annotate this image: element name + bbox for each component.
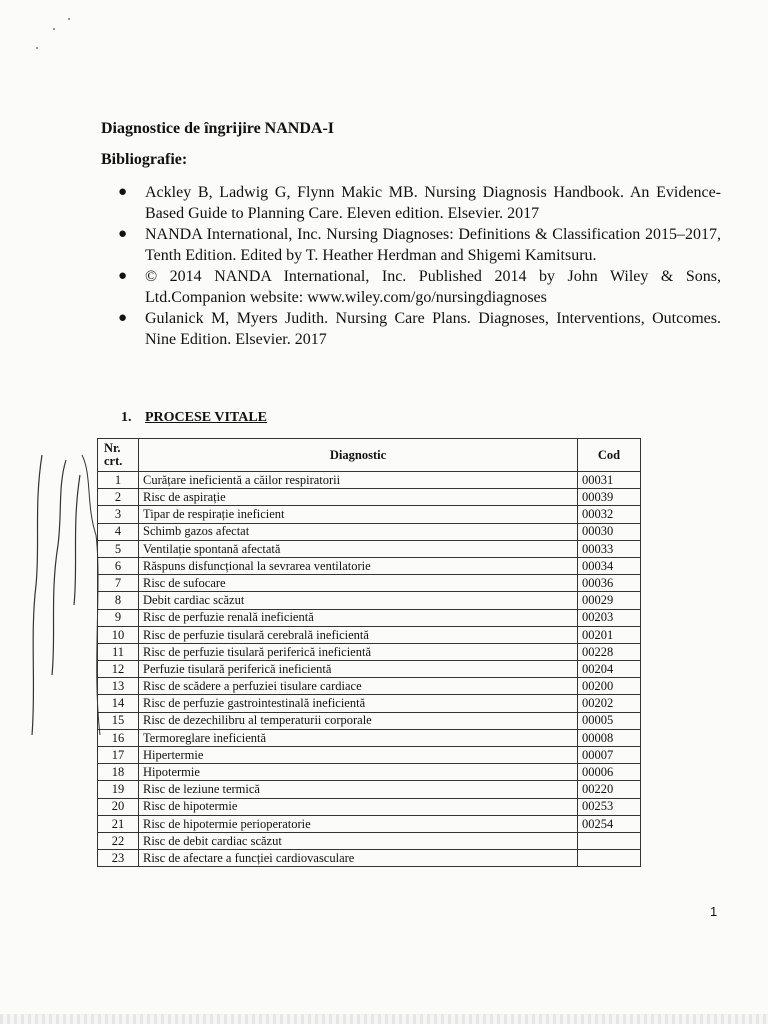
row-number-cell: 7	[98, 575, 139, 592]
table-header-row	[98, 439, 641, 472]
diagnostic-cell: Termoreglare ineficientă	[139, 729, 578, 746]
nr-header-line2: crt.	[104, 454, 123, 468]
table-row	[98, 712, 641, 729]
code-cell: 00032	[578, 506, 641, 523]
row-number-cell: 22	[98, 832, 139, 849]
table-row	[98, 695, 641, 712]
row-number-cell: 15	[98, 712, 139, 729]
diagnostic-cell: Risc de hipotermie perioperatorie	[139, 815, 578, 832]
table-row	[98, 747, 641, 764]
bibliography-item	[101, 266, 721, 308]
diagnostic-cell: Perfuzie tisulară periferică ineficientă	[139, 661, 578, 678]
code-cell	[578, 832, 641, 849]
diagnostic-cell: Schimb gazos afectat	[139, 523, 578, 540]
code-cell: 00005	[578, 712, 641, 729]
row-number-cell: 20	[98, 798, 139, 815]
nr-header-line1: Nr.	[104, 441, 121, 455]
table-body	[98, 472, 641, 867]
diagnostic-cell: Risc de hipotermie	[139, 798, 578, 815]
table-row	[98, 815, 641, 832]
page-title: Diagnostice de îngrijire NANDA-I	[101, 120, 335, 137]
row-number-cell: 8	[98, 592, 139, 609]
code-cell: 00204	[578, 661, 641, 678]
row-number-cell: 6	[98, 557, 139, 574]
column-header-cod: Cod	[578, 439, 641, 472]
table-row	[98, 850, 641, 867]
diagnostic-cell: Risc de perfuzie tisulară cerebrală ineficientă	[139, 626, 578, 643]
diagnostic-cell: Risc de perfuzie gastrointestinală ineficientă	[139, 695, 578, 712]
bibliography-text: Ackley B, Ladwig G, Flynn Makic MB. Nursing Diagnosis Handbook. An Evidence-Based Guide to Planning Care. Eleven edition. Elsevier. 2017	[145, 184, 721, 222]
row-number-cell: 10	[98, 626, 139, 643]
table-row	[98, 489, 641, 506]
row-number-cell: 1	[98, 472, 139, 489]
code-cell: 00030	[578, 523, 641, 540]
table-row	[98, 798, 641, 815]
section-title	[121, 410, 267, 426]
row-number-cell: 2	[98, 489, 139, 506]
table-row	[98, 661, 641, 678]
bibliography-item	[101, 182, 721, 224]
table-row	[98, 609, 641, 626]
code-cell: 00228	[578, 643, 641, 660]
code-cell: 00254	[578, 815, 641, 832]
row-number-cell: 14	[98, 695, 139, 712]
code-cell: 00202	[578, 695, 641, 712]
diagnostic-cell: Debit cardiac scăzut	[139, 592, 578, 609]
diagnostic-cell: Curățare ineficientă a căilor respiratorii	[139, 472, 578, 489]
code-cell: 00034	[578, 557, 641, 574]
bullet-icon: ●	[118, 226, 128, 242]
row-number-cell: 4	[98, 523, 139, 540]
bibliography-item	[101, 224, 721, 266]
table-row	[98, 472, 641, 489]
diagnostic-cell: Răspuns disfuncțional la sevrarea ventilatorie	[139, 557, 578, 574]
table-row	[98, 592, 641, 609]
page-number: 1	[710, 904, 718, 919]
table-row	[98, 626, 641, 643]
code-cell: 00036	[578, 575, 641, 592]
scan-speck	[53, 28, 55, 30]
table-row	[98, 643, 641, 660]
table-row	[98, 506, 641, 523]
row-number-cell: 9	[98, 609, 139, 626]
table-row	[98, 764, 641, 781]
bibliography-text: Gulanick M, Myers Judith. Nursing Care Plans. Diagnoses, Interventions, Outcomes. Nine Edition. Elsevier. 2017	[145, 310, 721, 348]
code-cell: 00033	[578, 540, 641, 557]
diagnostic-cell: Risc de dezechilibru al temperaturii corporale	[139, 712, 578, 729]
row-number-cell: 23	[98, 850, 139, 867]
scan-speck	[68, 18, 70, 20]
bullet-icon: ●	[118, 310, 128, 326]
column-header-nr	[98, 439, 139, 472]
diagnostic-cell: Risc de afectare a funcției cardiovasculare	[139, 850, 578, 867]
row-number-cell: 18	[98, 764, 139, 781]
code-cell: 00203	[578, 609, 641, 626]
row-number-cell: 11	[98, 643, 139, 660]
diagnostic-cell: Hipertermie	[139, 747, 578, 764]
table-row	[98, 523, 641, 540]
handwritten-annotation	[22, 445, 102, 745]
row-number-cell: 17	[98, 747, 139, 764]
code-cell: 00007	[578, 747, 641, 764]
code-cell: 00006	[578, 764, 641, 781]
row-number-cell: 5	[98, 540, 139, 557]
scan-edge-strip	[0, 1014, 768, 1024]
code-cell: 00039	[578, 489, 641, 506]
diagnostic-cell: Risc de perfuzie renală ineficientă	[139, 609, 578, 626]
bibliography-text: © 2014 NANDA International, Inc. Published 2014 by John Wiley & Sons, Ltd.Companion website: www.wiley.com/go/nursingdiagnoses	[145, 268, 721, 306]
bibliography-heading: Bibliografie:	[101, 151, 188, 168]
code-cell: 00031	[578, 472, 641, 489]
scan-speck	[36, 47, 38, 49]
row-number-cell: 3	[98, 506, 139, 523]
bibliography-list	[101, 182, 721, 350]
table-row	[98, 540, 641, 557]
bibliography-item	[101, 308, 721, 350]
section-name: PROCESE VITALE	[145, 410, 268, 425]
diagnostic-cell: Risc de leziune termică	[139, 781, 578, 798]
table-row	[98, 729, 641, 746]
diagnostic-cell: Risc de aspirație	[139, 489, 578, 506]
diagnostic-cell: Tipar de respirație ineficient	[139, 506, 578, 523]
row-number-cell: 21	[98, 815, 139, 832]
section-number: 1.	[121, 410, 132, 425]
row-number-cell: 13	[98, 678, 139, 695]
code-cell: 00008	[578, 729, 641, 746]
diagnostic-cell: Risc de debit cardiac scăzut	[139, 832, 578, 849]
table-row	[98, 575, 641, 592]
code-cell: 00220	[578, 781, 641, 798]
diagnostic-cell: Ventilație spontană afectată	[139, 540, 578, 557]
code-cell	[578, 850, 641, 867]
diagnostic-cell: Risc de perfuzie tisulară periferică ineficientă	[139, 643, 578, 660]
diagnostic-cell: Risc de sufocare	[139, 575, 578, 592]
table-row	[98, 557, 641, 574]
bibliography-text: NANDA International, Inc. Nursing Diagnoses: Definitions & Classification 2015–2017, Tenth Edition. Edited by T. Heather Herdman and Shigemi Kamitsuru.	[145, 226, 721, 264]
row-number-cell: 19	[98, 781, 139, 798]
table-row	[98, 678, 641, 695]
code-cell: 00201	[578, 626, 641, 643]
diagnostic-cell: Risc de scădere a perfuziei tisulare cardiace	[139, 678, 578, 695]
row-number-cell: 16	[98, 729, 139, 746]
bullet-icon: ●	[118, 184, 128, 200]
bullet-icon: ●	[118, 268, 128, 284]
code-cell: 00200	[578, 678, 641, 695]
row-number-cell: 12	[98, 661, 139, 678]
table-row	[98, 832, 641, 849]
column-header-diagnostic: Diagnostic	[139, 439, 578, 472]
code-cell: 00253	[578, 798, 641, 815]
code-cell: 00029	[578, 592, 641, 609]
diagnostics-table	[97, 438, 641, 867]
table-row	[98, 781, 641, 798]
diagnostic-cell: Hipotermie	[139, 764, 578, 781]
